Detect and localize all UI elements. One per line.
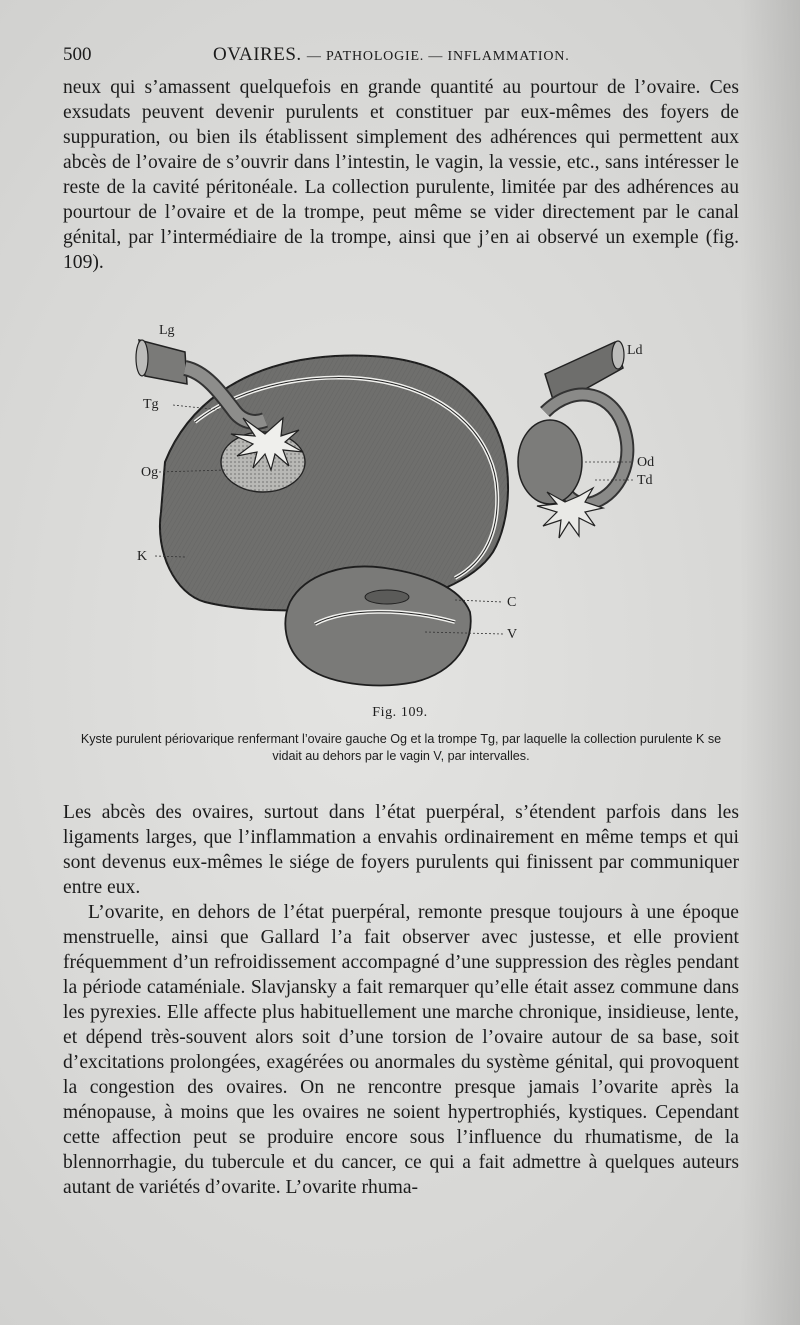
vagina-stump — [285, 566, 470, 685]
label-td: Td — [637, 473, 653, 488]
label-k: K — [137, 549, 148, 564]
paragraph: neux qui s’amassent quelquefois en grande quantité au pourtour de l’ovaire. Ces exsudats peuvent devenir purulents et constituer par eux-mêmes des foyers de suppuration, ou bien ils établissent simplement des adhérences qui permettent aux abcès de l’ovaire de s’ouvrir dans l’intestin, le vagin, la vessie, etc., sans intéresser le reste de la cavité péritonéale. La collection purulente, limitée par des adhérences au pourtour de l’ovaire et de la trompe, peut même se vider directement par le canal génital, par l’intermédiaire de la trompe, ainsi que j’en ai observé un exemple (fig. 109). — [63, 77, 739, 273]
label-od: Od — [637, 455, 655, 470]
page-number: 500 — [63, 44, 92, 65]
label-ld: Ld — [627, 343, 643, 358]
running-head — [63, 44, 740, 70]
label-og: Og — [141, 465, 159, 480]
running-title-sub: — PATHOLOGIE. — INFLAMMATION. — [306, 49, 570, 64]
body-text-top — [63, 75, 739, 275]
paragraph: Les abcès des ovaires, surtout dans l’état puerpéral, s’étendent parfois dans les ligaments larges, que l’inflammation a envahis ordinairement en même temps et qui sont devenus eux-mêmes le siége de foyers purulents qui finissent par communiquer entre eux. — [63, 802, 739, 898]
label-v: V — [507, 627, 518, 642]
ovary-cyst-engraving — [125, 312, 680, 692]
figure-caption: Kyste purulent périovarique renfermant l’ovaire gauche Og et la trompe Tg, par laquelle la collection purulente K se vidait au dehors par le vagin V, par intervalles. — [80, 732, 722, 763]
label-lg: Lg — [159, 323, 175, 338]
figure-illustration — [125, 312, 680, 692]
page-edge-shadow — [740, 0, 800, 1325]
cervix-opening — [365, 590, 409, 604]
paragraph: L’ovarite, en dehors de l’état puerpéral, remonte presque toujours à une époque menstruelle, ainsi que Gallard l’a fait observer avec justesse, et elle provient fréquemment d’un refroidissement accompagné d’une suppression des règles pendant la période cataméniale. Slavjansky a fait remarquer qu’elle était assez commune dans les pyrexies. Elle affecte plus habituellement une marche chronique, insidieuse, lente, et dépend très-souvent alors soit d’une torsion de l’ovaire autour de sa base, soit d’excitations prolongées, exagérées ou anormales du système génital, qui provoquent la congestion des ovaires. On ne rencontre presque jamais l’ovarite après la ménopause, à moins que les ovaires ne soient hypertrophiés, kystiques. Cependant cette affection peut se produire encore sous l’influence du rhumatisme, de la blennorrhagie, du tubercule et du cancer, ce qui a fait admettre à quelques auteurs autant de variétés d’ovarite. L’ovarite rhuma- — [63, 902, 739, 1198]
body-text-bottom — [63, 800, 739, 1200]
right-ovary — [518, 420, 582, 504]
figure-number: Fig. 109. — [372, 705, 428, 720]
running-title-main: OVAIRES. — [213, 44, 302, 65]
label-tg: Tg — [143, 397, 159, 412]
running-title — [213, 44, 570, 66]
label-c: C — [507, 595, 517, 610]
